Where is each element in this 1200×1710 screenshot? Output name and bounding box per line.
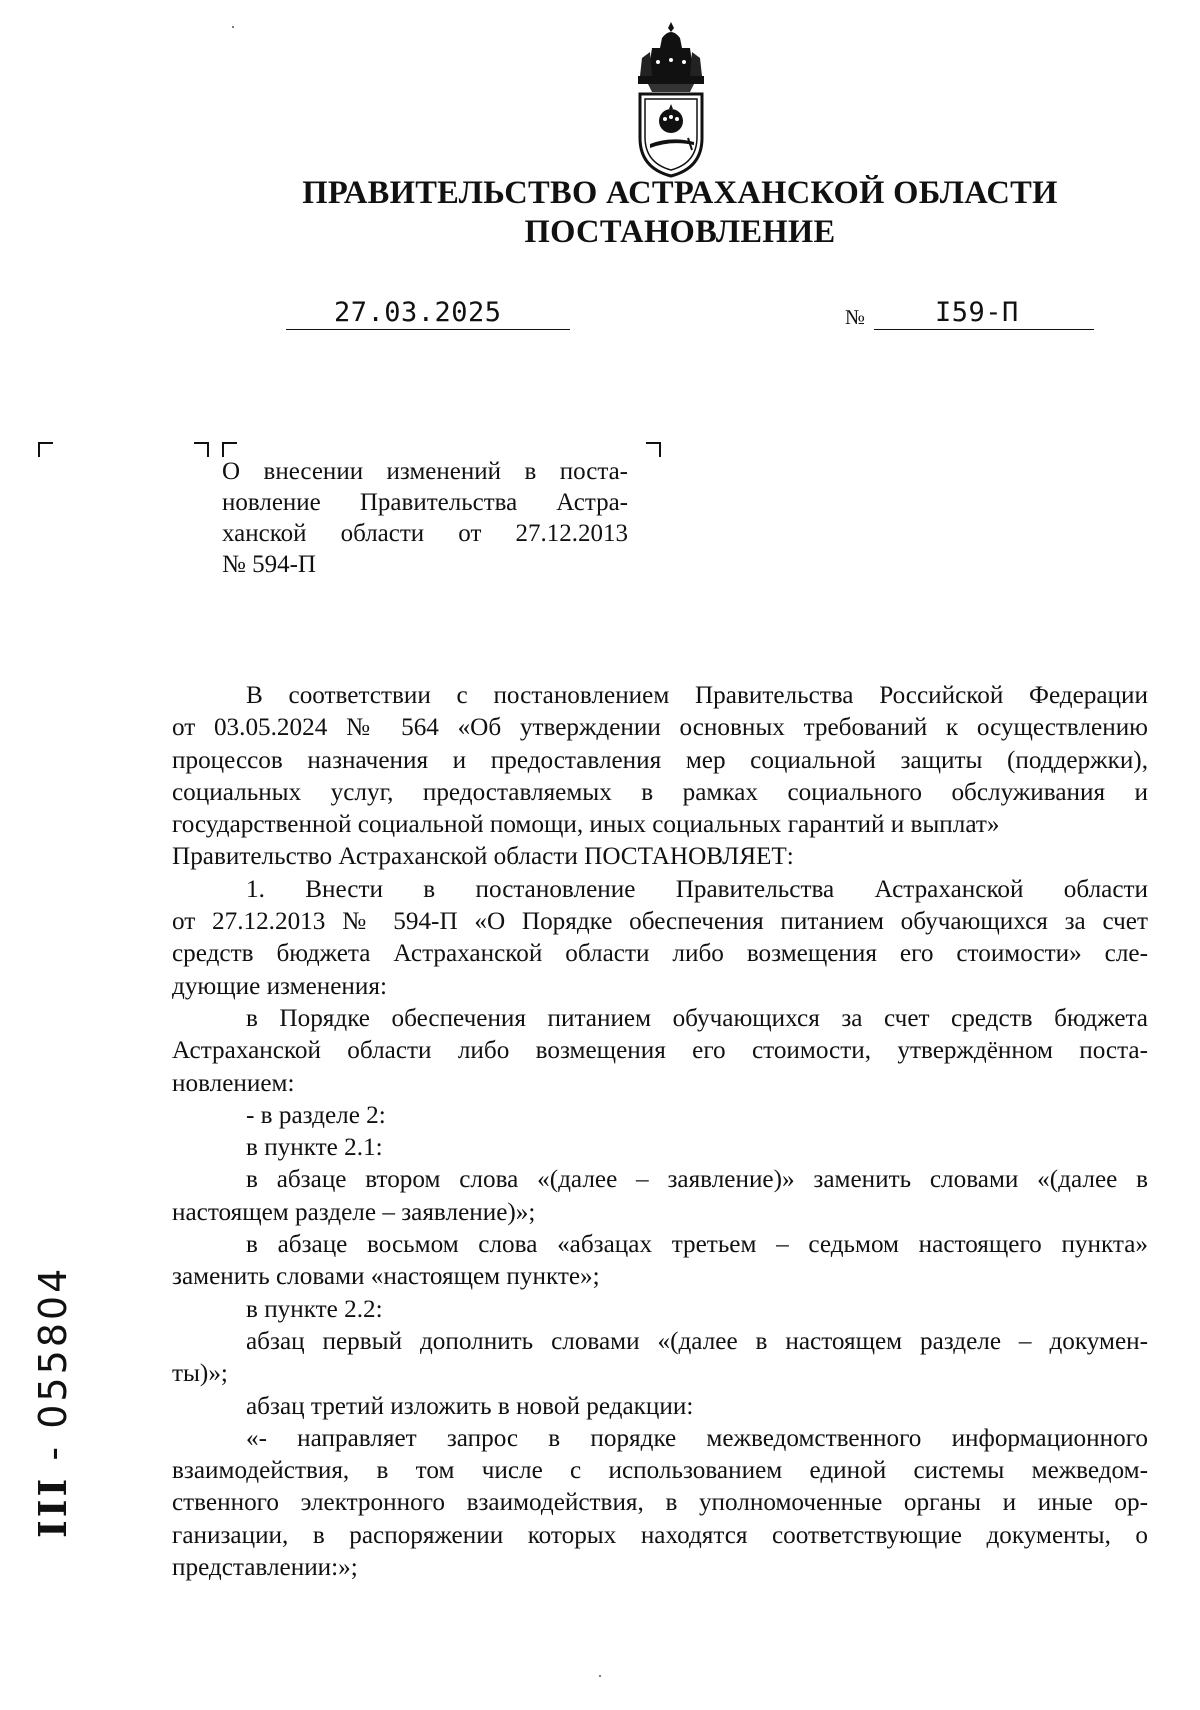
- subject-corner-mark-right: [646, 442, 661, 457]
- scan-speck: [232, 26, 234, 28]
- subject-line: новление Правительства Астра-: [222, 489, 628, 516]
- subject-line: О внесении изменений в поста-: [222, 458, 628, 485]
- body-line: абзац первый дополнить словами «(далее в настоящем разделе – докумен-: [246, 1327, 1148, 1355]
- body-line: в абзаце втором слова «(далее – заявление)» заменить словами «(далее в: [246, 1166, 1148, 1194]
- body-line: ганизации, в распоряжении которых находятся соответствующие документы, о: [172, 1521, 1148, 1549]
- body-line: от 27.12.2013 № 594-П «О Порядке обеспечения питанием обучающихся за счет: [172, 908, 1148, 936]
- body-line: от 03.05.2024 № 564 «Об утверждении основных требований к осуществлению: [172, 714, 1148, 742]
- serial-number: - 055804: [31, 1265, 75, 1461]
- body-line: - в разделе 2:: [246, 1101, 386, 1129]
- body-line: в пункте 2.2:: [246, 1295, 383, 1323]
- body-line: Астраханской области либо возмещения его стоимости, утверждённом поста-: [172, 1037, 1148, 1065]
- form-serial-number: [30, 1266, 75, 1538]
- body-line: в Порядке обеспечения питанием обучающихся за счет средств бюджета: [246, 1004, 1148, 1032]
- body-line: средств бюджета Астраханской области либо возмещения его стоимости» сле-: [172, 940, 1148, 968]
- document-body: [172, 680, 1148, 1584]
- scan-speck: [599, 1675, 601, 1677]
- body-line: процессов назначения и предоставления мер социальной защиты (поддержки),: [172, 746, 1148, 774]
- body-line: в пункте 2.1:: [246, 1134, 383, 1162]
- body-line: настоящем разделе – заявление)»;: [172, 1198, 536, 1226]
- body-line: В соответствии с постановлением Правительства Российской Федерации: [246, 682, 1148, 709]
- body-line: социальных услуг, предоставляемых в рамках социального обслуживания и: [172, 778, 1148, 806]
- body-line: ты)»;: [172, 1360, 228, 1388]
- document-number: I59-П: [935, 297, 1019, 328]
- body-line: 1. Внести в постановление Правительства Астраханской области: [246, 875, 1148, 903]
- number-underline: [874, 329, 1094, 330]
- document-date: 27.03.2025: [334, 297, 502, 328]
- coat-of-arms-icon: [628, 18, 714, 178]
- document-type-title: ПОСТАНОВЛЕНИЕ: [524, 214, 836, 250]
- subject-corner-mark-left-inner: [222, 442, 237, 457]
- body-line: ственного электронного взаимодействия, в уполномоченные органы и иные ор-: [172, 1489, 1148, 1517]
- body-line: в абзаце восьмом слова «абзацах третьем – седьмом настоящего пункта»: [246, 1231, 1148, 1259]
- subject-line: ханской области от 27.12.2013: [222, 520, 628, 547]
- subject-line: № 594-П: [222, 551, 316, 578]
- body-line: «- направляет запрос в порядке межведомственного информационного: [246, 1424, 1148, 1452]
- body-line: абзац третий изложить в новой редакции:: [246, 1392, 694, 1420]
- body-line: взаимодействия, в том числе с использованием единой системы межведом-: [172, 1457, 1148, 1485]
- body-line: дующие изменения:: [172, 972, 387, 1000]
- body-line: государственной социальной помощи, иных социальных гарантий и выплат»: [172, 811, 1000, 839]
- number-sign: №: [845, 305, 866, 329]
- body-line: Правительство Астраханской области ПОСТАНОВЛЯЕТ:: [172, 843, 794, 871]
- serial-prefix: III: [30, 1475, 75, 1538]
- margin-corner-mark: [38, 442, 53, 457]
- government-title: ПРАВИТЕЛЬСТВО АСТРАХАНСКОЙ ОБЛАСТИ: [302, 175, 1058, 211]
- body-line: новлением:: [172, 1069, 295, 1097]
- body-line: заменить словами «настоящем пункте»;: [172, 1263, 600, 1291]
- body-line: представлении:»;: [172, 1554, 358, 1582]
- subject-corner-mark-left: [194, 442, 209, 457]
- document-subject: [222, 456, 628, 580]
- date-underline: [286, 329, 570, 330]
